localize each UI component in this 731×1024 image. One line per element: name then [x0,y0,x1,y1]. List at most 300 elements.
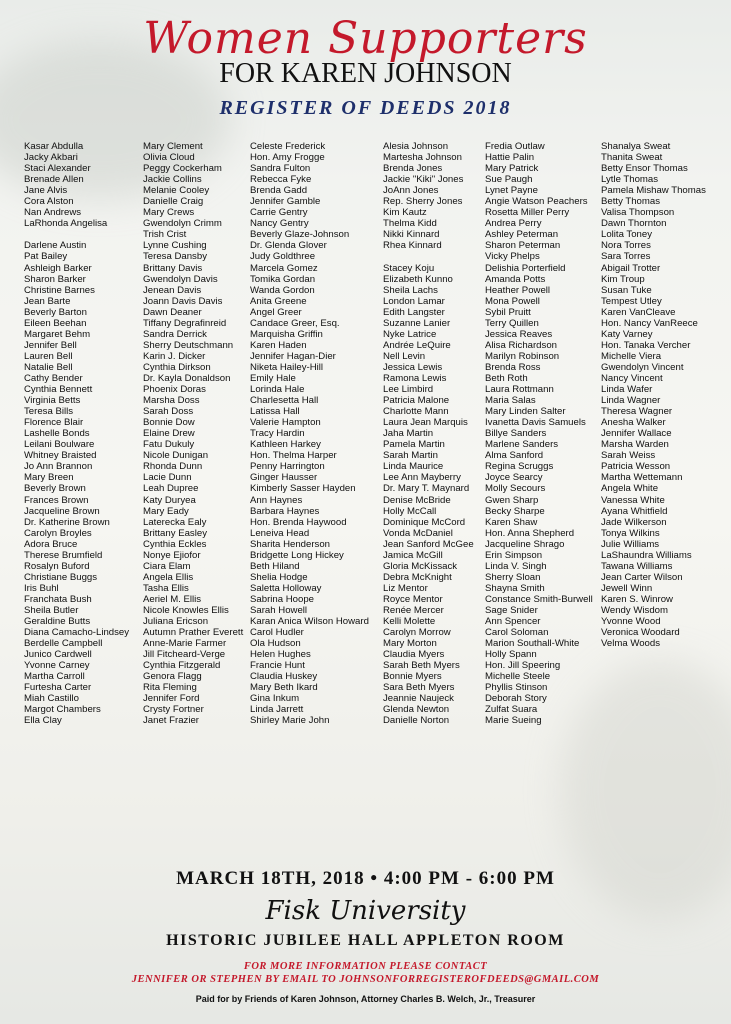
supporter-name: Shanalya Sweat [601,141,671,152]
supporter-name: Karan Anica Wilson Howard [250,616,369,628]
supporter-name: Niketa Hailey-Hill [250,361,324,373]
supporter-name: Jade Wilkerson [601,516,667,528]
supporter-name: Wendy Wisdom [601,604,668,616]
supporter-name: Joyce Searcy [485,472,543,484]
supporter-name: Katy Duryea [143,494,196,506]
supporter-name: Theresa Wagner [601,406,673,418]
supporter-name: Cynthia Dirkson [143,361,211,373]
supporter-name: Brenda Jones [383,163,443,175]
supporter-name: Iris Buhl [24,582,59,594]
supporter-name: Jacqueline Shrago [485,538,565,550]
supporter-name: Marquisha Griffin [250,328,323,340]
supporter-name: LaRhonda Angelisa [24,218,108,230]
supporter-name: Phoenix Doras [143,384,206,396]
supporter-name: Sybil Pruitt [485,306,531,318]
supporter-name: Valerie Hampton [250,417,321,429]
supporter-name: Furtesha Carter [24,682,92,694]
supporter-name: Ayana Whitfield [601,505,668,517]
supporter-name: Mary Eady [143,505,189,517]
supporter-name: Kelli Molette [383,616,436,628]
supporter-name: Thelma Kidd [383,218,437,230]
supporter-name: Abigail Trotter [601,262,661,274]
supporter-name: Tracy Hardin [250,428,305,440]
supporter-name: Sarah Beth Myers [383,660,460,672]
supporter-name: Ella Clay [24,715,62,727]
spacer [24,229,129,240]
supporter-name: Danielle Norton [383,715,450,727]
supporter-name: Frances Brown [24,494,89,506]
supporter-name: Tasha Ellis [143,582,189,594]
supporter-name: Cynthia Eckles [143,538,207,550]
supporter-name: Anita Greene [250,295,307,307]
supporter-name: Brenda Ross [485,361,541,373]
supporter-name: Olivia Cloud [143,152,195,164]
venue-room: HISTORIC JUBILEE HALL APPLETON ROOM [166,932,565,949]
supporter-name: Sharita Henderson [250,538,330,550]
supporter-name: Lynne Cushing [143,240,207,252]
supporter-name: Shayna Smith [485,582,545,594]
supporter-name: Cathy Bender [24,372,83,384]
supporter-name: Karen Haden [250,339,307,351]
supporter-name: Angel Greer [250,306,302,318]
supporter-name: Jacky Akbari [24,152,78,164]
supporter-name: Kathleen Harkey [250,439,321,451]
header-candidate-line: FOR KAREN JOHNSON [219,58,512,89]
contact-line: FOR MORE INFORMATION PLEASE CONTACT [243,961,488,972]
supporter-name: Angie Watson Peachers [485,196,588,208]
supporter-name: Jennifer Hagan-Dier [250,350,336,362]
supporter-name: Martha Carroll [24,671,85,683]
supporter-name: Staci Alexander [24,163,91,175]
supporter-name: Phyllis Stinson [485,682,548,694]
supporter-name: Edith Langster [383,306,445,318]
supporter-name: Jeannie Naujeck [383,693,454,705]
supporter-name: Carolyn Morrow [383,627,451,639]
supporter-name: Jean Barte [24,295,71,307]
supporter-name: Sarah Doss [143,406,194,418]
supporter-name: Royce Mentor [383,593,443,605]
supporter-name: Claudia Huskey [250,671,318,683]
supporter-name: Mary Linden Salter [485,406,566,418]
header-script-title: Women Supporters [143,13,588,64]
supporter-name: Jackie Collins [143,174,202,186]
supporter-name: Beth Hiland [250,560,300,572]
supporter-name: Darlene Austin [24,240,87,252]
supporter-name: Mary Crews [143,207,195,219]
supporter-name: Denise McBride [383,494,451,506]
supporter-name: Charlesetta Hall [250,395,319,407]
supporter-name: Hon. Amy Frogge [250,152,325,164]
supporter-name: Leilani Boulware [24,439,95,451]
supporter-name: Andrea Perry [485,218,542,230]
supporter-name: Regina Scruggs [485,461,554,473]
supporter-name: Carol Soloman [485,627,549,639]
supporter-name: Gina Inkum [250,693,300,705]
paid-for-disclaimer: Paid for by Friends of Karen Johnson, Attorney Charles B. Welch, Jr., Treasurer [195,994,536,1004]
supporter-name: Lee Ann Mayberry [383,472,461,484]
supporter-name: Lolita Toney [601,229,653,241]
supporter-name: Dawn Thornton [601,218,667,230]
supporter-name: Danielle Craig [143,196,204,208]
supporter-name: Hon. Thelma Harper [250,450,337,462]
supporter-name: Anne-Marie Farmer [143,638,227,650]
supporter-name: Beverly Glaze-Johnson [250,229,350,241]
supporter-name: Junico Cardwell [24,649,92,661]
supporter-name: Dr. Kayla Donaldson [143,372,231,384]
supporter-column-5 [485,141,593,726]
supporter-name: Sage Snider [485,604,538,616]
supporter-name: Angela Ellis [143,571,194,583]
supporter-name: Candace Greer, Esq. [250,317,340,329]
supporter-name: Jewell Winn [601,582,653,594]
supporter-name: Nonye Ejiofor [143,549,201,561]
supporter-name: Rosetta Miller Perry [485,207,570,219]
supporter-name: Jean Carter Wilson [601,571,683,583]
supporter-name: Michelle Steele [485,671,551,683]
supporter-name: Renée Mercer [383,604,444,616]
supporter-name: Hattie Palin [485,152,535,164]
supporter-name: Trish Crist [143,229,187,241]
supporter-name: Karin J. Dicker [143,350,206,362]
supporter-name: Brittany Davis [143,262,203,274]
supporter-name: Leah Dupree [143,483,199,495]
supporter-name: Carrie Gentry [250,207,308,219]
supporter-name: Karen Shaw [485,516,538,528]
supporter-name: Glenda Newton [383,704,450,716]
supporter-name: Thanita Sweat [601,152,663,164]
supporter-name: Aeriel M. Ellis [143,593,202,605]
supporter-name: Jennifer Ford [143,693,200,705]
supporter-name: Holly McCall [383,505,437,517]
supporter-name: Margaret Behm [24,328,91,340]
supporter-name: Crysty Fortner [143,704,204,716]
supporter-name: Nora Torres [601,240,651,252]
supporter-column-2 [143,141,243,726]
supporter-name: Velma Woods [601,638,661,650]
supporter-name: Marcela Gomez [250,262,318,274]
supporter-name: Holly Spann [485,649,537,661]
supporter-name: Florence Blair [24,417,84,429]
supporter-name: Lauren Bell [24,350,73,362]
supporter-name: Veronica Woodard [601,627,680,639]
supporter-name: Judy Goldthree [250,251,316,263]
supporter-name: Nicole Knowles Ellis [143,604,229,616]
supporter-name: Marsha Warden [601,439,669,451]
supporter-name: Linda Wagner [601,395,661,407]
supporter-name: Elaine Drew [143,428,195,440]
supporter-name: Karen S. Winrow [601,593,673,605]
supporter-name: Katy Varney [601,328,653,340]
supporter-name: Christine Barnes [24,284,95,296]
supporter-name: Yvonne Wood [601,616,661,628]
supporter-name: Carol Hudler [250,627,304,639]
supporter-name: Barbara Haynes [250,505,320,517]
supporter-name: Marie Sueing [485,715,542,727]
supporter-name: Rhonda Dunn [143,461,203,473]
supporter-name: Fredia Outlaw [485,141,545,152]
supporter-name: Dr. Glenda Glover [250,240,327,252]
supporter-name: Linda Jarrett [250,704,304,716]
supporter-name: Becky Sharpe [485,505,545,517]
supporter-name: Jamica McGill [383,549,443,561]
supporter-name: Teresa Bills [24,406,74,418]
header-office: REGISTER OF DEEDS 2018 [219,97,512,119]
supporter-name: Gloria McKissack [383,560,458,572]
supporter-name: Constance Smith-Burwell [485,593,593,605]
supporter-name: Lacie Dunn [143,472,192,484]
supporter-name: Genora Flagg [143,671,202,683]
supporter-name: Betty Ensor Thomas [601,163,688,175]
supporter-name: Alisa Richardson [485,339,557,351]
supporter-name: Bonnie Myers [383,671,442,683]
supporter-name: Ashley Peterman [485,229,559,241]
supporter-name: Elizabeth Kunno [383,273,453,285]
supporter-name: Angela White [601,483,659,495]
supporter-name: Vonda McDaniel [383,527,453,539]
supporter-name: Pamela Martin [383,439,445,451]
supporter-name: Marilyn Robinson [485,350,560,362]
supporter-name: Lytle Thomas [601,174,659,186]
supporter-name: Molly Secours [485,483,546,495]
supporter-name: Laterecka Ealy [143,516,207,528]
supporter-name: Rep. Sherry Jones [383,196,463,208]
event-date-time: MARCH 18TH, 2018 • 4:00 PM - 6:00 PM [176,868,555,889]
supporter-name: Alesia Johnson [383,141,449,152]
supporter-name: Jean Sanford McGee [383,538,474,550]
supporter-name: Pat Bailey [24,251,68,263]
supporter-name: Marlene Sanders [485,439,559,451]
supporter-name: Jennifer Bell [24,339,77,351]
supporter-name: Lee Limbird [383,384,434,396]
supporter-name: Sarah Howell [250,604,308,616]
supporter-name: Michelle Viera [601,350,662,362]
supporter-name: Nan Andrews [24,207,82,219]
supporter-name: Anesha Walker [601,417,666,429]
supporter-name: Ola Hudson [250,638,301,650]
supporter-name: Cynthia Fitzgerald [143,660,221,672]
supporter-name: Lynet Payne [485,185,538,197]
supporter-name: Virginia Betts [24,395,81,407]
supporter-name: Brenda Gadd [250,185,308,197]
supporter-name: Rosalyn Buford [24,560,90,572]
supporter-name: Penny Harrington [250,461,325,473]
supporter-name: Adora Bruce [24,538,78,550]
supporter-name: Jennifer Gamble [250,196,321,208]
supporter-name: Martesha Johnson [383,152,462,164]
supporter-name: Latissa Hall [250,406,300,418]
supporter-name: Suzanne Lanier [383,317,451,329]
supporter-name: Sharon Barker [24,273,86,285]
supporter-name: Andrée LeQuire [383,339,451,351]
supporter-name: Jenean Davis [143,284,202,296]
supporter-name: Cora Alston [24,196,74,208]
supporter-name: Karen VanCleave [601,306,676,318]
supporter-name: Zulfat Suara [485,704,538,716]
supporter-name: Kim Kautz [383,207,427,219]
supporter-name: Diana Camacho-Lindsey [24,627,130,639]
supporter-name: Teresa Dansby [143,251,207,263]
supporter-name: Autumn Prather Everett [143,627,244,639]
supporter-name: Linda V. Singh [485,560,547,572]
supporter-name: Celeste Frederick [250,141,326,152]
supporter-name: Tiffany Degrafinreid [143,317,227,329]
supporter-name: Sara Beth Myers [383,682,455,694]
supporter-name: Mary Patrick [485,163,539,175]
supporter-name: Marsha Doss [143,395,200,407]
supporter-name: Melanie Cooley [143,185,210,197]
supporter-name: Hon. Anna Shepherd [485,527,575,539]
supporter-name: Jill Fitcheard-Verge [143,649,226,661]
supporter-name: Linda Wafer [601,384,653,396]
supporter-name: Sue Paugh [485,174,533,186]
supporter-name: Claudia Myers [383,649,445,661]
supporter-name: Jane Alvis [24,185,68,197]
supporter-name: Charlotte Mann [383,406,449,418]
supporter-name: Liz Mentor [383,582,428,594]
supporter-name: Patricia Malone [383,395,450,407]
supporter-name: Shirley Marie John [250,715,330,727]
supporter-name: Jo Ann Brannon [24,461,93,473]
supporter-name: Betty Thomas [601,196,661,208]
venue-name: Fisk University [265,896,466,926]
supporter-name: Dr. Katherine Brown [24,516,110,528]
supporter-name: Dr. Mary T. Maynard [383,483,470,495]
supporter-name: Beth Roth [485,372,528,384]
supporter-name: Sarah Martin [383,450,438,462]
supporter-name: Sara Torres [601,251,651,263]
supporter-name: Maria Salas [485,395,536,407]
supporter-name: Jennifer Wallace [601,428,672,440]
supporter-name: Gwendolyn Davis [143,273,218,285]
supporter-name: Mary Breen [24,472,74,484]
supporter-name: Brenade Allen [24,174,84,186]
supporter-name: Fatu Dukuly [143,439,195,451]
supporter-name: Hon. Jill Speering [485,660,561,672]
supporter-name: Christiane Buggs [24,571,98,583]
supporter-name: Carolyn Broyles [24,527,92,539]
supporter-name: Debra McKnight [383,571,452,583]
supporter-name: Nancy Vincent [601,372,663,384]
supporter-name: Valisa Thompson [601,207,675,219]
supporter-name: Geraldine Butts [24,616,91,628]
supporter-name: Mary Clement [143,141,203,152]
supporter-name: Tawana Williams [601,560,673,572]
supporter-name: Sandra Derrick [143,328,207,340]
supporter-name: Dawn Deaner [143,306,202,318]
supporter-name: Gwen Sharp [485,494,539,506]
supporter-name: Sarah Weiss [601,450,656,462]
supporter-name: Sandra Fulton [250,163,311,175]
supporter-name: Sabrina Hoope [250,593,315,605]
supporter-name: Martha Wettemann [601,472,683,484]
supporter-name: Tonya Wilkins [601,527,660,539]
supporter-name: Heather Powell [485,284,551,296]
supporter-name: Shelia Hodge [250,571,308,583]
supporter-name: Ramona Lewis [383,372,447,384]
supporter-name: Therese Brumfield [24,549,103,561]
supporter-name: Vanessa White [601,494,665,506]
supporter-name: Sherry Sloan [485,571,541,583]
supporter-name: Brittany Easley [143,527,207,539]
supporter-name: Jessica Reaves [485,328,553,340]
supporter-name: Bridgette Long Hickey [250,549,344,561]
supporter-name: Beverly Barton [24,306,87,318]
supporter-name: Nancy Gentry [250,218,309,230]
supporter-name: Ann Spencer [485,616,541,628]
supporter-name: Juliana Ericson [143,616,209,628]
supporter-name: Ivanetta Davis Samuels [485,417,586,429]
supporter-name: Yvonne Carney [24,660,90,672]
supporter-name: Peggy Cockerham [143,163,222,175]
supporter-name: Mary Beth Ikard [250,682,318,694]
supporter-name: Margot Chambers [24,704,101,716]
supporter-name: LaShaundra Williams [601,549,692,561]
supporter-name: Whitney Braisted [24,450,97,462]
supporter-name: Marion Southall-White [485,638,580,650]
supporter-name: JoAnn Jones [383,185,439,197]
supporter-name: Ann Haynes [250,494,303,506]
supporter-name: Dominique McCord [383,516,466,528]
supporter-name: Tomika Gordan [250,273,316,285]
supporter-column-4 [383,141,474,726]
supporter-name: Natalie Bell [24,361,73,373]
supporter-name: Franchata Bush [24,593,92,605]
supporter-name: Ciara Elam [143,560,191,572]
supporter-name: Alma Sanford [485,450,544,462]
supporter-name: Linda Maurice [383,461,444,473]
supporter-name: Jessica Lewis [383,361,443,373]
supporter-name: Kimberly Sasser Hayden [250,483,356,495]
supporter-name: Patricia Wesson [601,461,671,473]
supporter-column-1 [24,141,129,726]
supporter-name: Tempest Utley [601,295,662,307]
supporter-name: Rita Fleming [143,682,197,694]
supporter-name: Wanda Gordon [250,284,315,296]
supporter-name: Ashleigh Barker [24,262,92,274]
supporter-name: Nell Levin [383,350,426,362]
supporter-name: Emily Hale [250,372,296,384]
supporter-name: London Lamar [383,295,445,307]
supporter-name: Laura Jean Marquis [383,417,468,429]
spacer [383,251,474,262]
supporter-name: Kasar Abdulla [24,141,84,152]
supporter-name: Eileen Beehan [24,317,87,329]
supporter-name: Helen Hughes [250,649,311,661]
supporter-name: Francie Hunt [250,660,305,672]
supporter-name: Miah Castillo [24,693,79,705]
supporter-name: Nicole Dunigan [143,450,209,462]
supporter-name: Sherry Deutschmann [143,339,234,351]
supporter-name: Saletta Holloway [250,582,322,594]
contact-email-line: JENNIFER OR STEPHEN BY EMAIL TO JOHNSONFORREGISTEROFDEEDS@GMAIL.COM [131,974,600,985]
supporter-name: Bonnie Dow [143,417,195,429]
supporter-name: Hon. Brenda Haywood [250,516,347,528]
supporter-name: Kim Troup [601,273,645,285]
supporter-name: Sheila Lachs [383,284,438,296]
supporter-name: Gwendolyn Vincent [601,361,684,373]
supporter-name: Laura Rottmann [485,384,554,396]
supporter-name: Rhea Kinnard [383,240,442,252]
supporter-name: Beverly Brown [24,483,86,495]
supporter-name: Cynthia Bennett [24,384,93,396]
supporter-name: Erin Simpson [485,549,543,561]
supporter-name: Lashelle Bonds [24,428,90,440]
supporter-name: Leneiva Head [250,527,310,539]
supporter-name: Gwendolyn Crimm [143,218,222,230]
supporter-name: Stacey Koju [383,262,435,274]
supporter-name: Mary Morton [383,638,437,650]
supporter-name: Vicky Phelps [485,251,540,263]
